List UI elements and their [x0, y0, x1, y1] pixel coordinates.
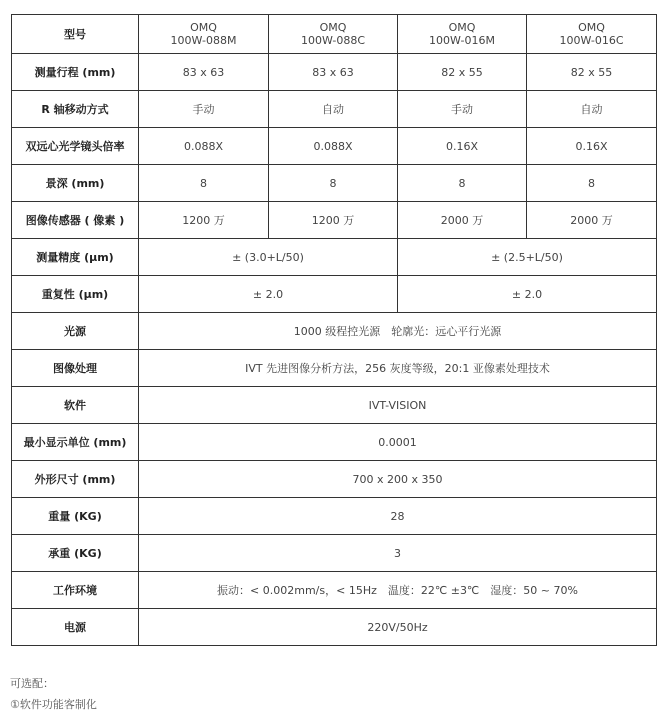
table-cell: 2000 万 [527, 202, 657, 239]
model-line2: 100W-088C [300, 34, 366, 47]
table-cell: IVT 先进图像分析方法，256 灰度等级，20:1 亚像素处理技术 [139, 350, 657, 387]
table-cell: 0.16X [527, 128, 657, 165]
row-label: 工作环境 [12, 572, 139, 609]
notes-title: 可选配： [10, 677, 54, 690]
table-cell: 3 [139, 535, 657, 572]
table-cell: 82 x 55 [527, 54, 657, 91]
row-label: 景深 (mm) [12, 165, 139, 202]
table-cell: 8 [269, 165, 398, 202]
table-row [12, 202, 657, 239]
table-cell: 振动：< 0.002mm/s，< 15Hz 温度：22℃ ±3℃ 湿度：50 ~ 70% [139, 572, 657, 609]
table-cell: 0.16X [398, 128, 527, 165]
table-row [12, 54, 657, 91]
table-cell: 1200 万 [269, 202, 398, 239]
table-cell: 700 x 200 x 350 [139, 461, 657, 498]
table-row [12, 387, 657, 424]
header-label: 型号 [64, 27, 86, 41]
table-row [12, 313, 657, 350]
table-cell: 1000 级程控光源 轮廓光：远心平行光源 [139, 313, 657, 350]
table-cell: 28 [139, 498, 657, 535]
row-label: 光源 [12, 313, 139, 350]
row-label: R 轴移动方式 [12, 91, 139, 128]
table-cell: 2000 万 [398, 202, 527, 239]
model-line1: OMQ [190, 21, 217, 34]
row-label: 外形尺寸 (mm) [12, 461, 139, 498]
row-label: 最小显示单位 (mm) [12, 424, 139, 461]
notes-item: ①软件功能客制化 [10, 698, 97, 711]
model-line2: 100W-016C [559, 34, 624, 47]
table-cell: 8 [139, 165, 269, 202]
table-cell: 82 x 55 [398, 54, 527, 91]
model-cell [398, 15, 527, 54]
row-label: 重复性 (μm) [12, 276, 139, 313]
model-cell [139, 15, 269, 54]
row-label: 承重 (KG) [12, 535, 139, 572]
model-line1: OMQ [448, 21, 476, 34]
table-cell: 8 [527, 165, 657, 202]
table-row [12, 128, 657, 165]
table-cell: 8 [398, 165, 527, 202]
model-line2: 100W-088M [170, 34, 237, 47]
table-cell: 220V/50Hz [139, 609, 657, 646]
table-cell: 0.088X [269, 128, 398, 165]
table-row [12, 276, 657, 313]
table-cell: 0.0001 [139, 424, 657, 461]
table-cell: 1200 万 [139, 202, 269, 239]
table-row [12, 239, 657, 276]
table-row [12, 535, 657, 572]
options-notes [10, 673, 97, 715]
row-label: 图像传感器 ( 像素 ) [12, 202, 139, 239]
table-cell: 手动 [398, 91, 527, 128]
row-label: 图像处理 [12, 350, 139, 387]
table-row [12, 498, 657, 535]
row-label: 电源 [12, 609, 139, 646]
table-row [12, 461, 657, 498]
table-cell: IVT-VISION [139, 387, 657, 424]
model-line2: 100W-016M [429, 34, 495, 47]
model-line1: OMQ [578, 21, 605, 34]
row-label: 双远心光学镜头倍率 [12, 128, 139, 165]
table-row [12, 572, 657, 609]
table-cell: ± (3.0+L/50) [139, 239, 398, 276]
table-row [12, 165, 657, 202]
model-line1: OMQ [319, 21, 347, 34]
table-cell: 自动 [527, 91, 657, 128]
table-cell: ± (2.5+L/50) [398, 239, 657, 276]
table-cell: 83 x 63 [139, 54, 269, 91]
table-cell: ± 2.0 [398, 276, 657, 313]
table-row [12, 350, 657, 387]
row-label: 重量 (KG) [12, 498, 139, 535]
table-cell: 0.088X [139, 128, 269, 165]
table-row [12, 609, 657, 646]
table-cell: ± 2.0 [139, 276, 398, 313]
table-row [12, 91, 657, 128]
model-cell [269, 15, 398, 54]
table-header-row [12, 15, 657, 54]
row-label: 测量行程 (mm) [12, 54, 139, 91]
row-label: 测量精度 (μm) [12, 239, 139, 276]
table-row [12, 424, 657, 461]
table-cell: 手动 [139, 91, 269, 128]
table-cell: 83 x 63 [269, 54, 398, 91]
header-label-cell [12, 15, 139, 54]
table-cell: 自动 [269, 91, 398, 128]
model-cell [527, 15, 657, 54]
spec-table [11, 14, 657, 646]
row-label: 软件 [12, 387, 139, 424]
